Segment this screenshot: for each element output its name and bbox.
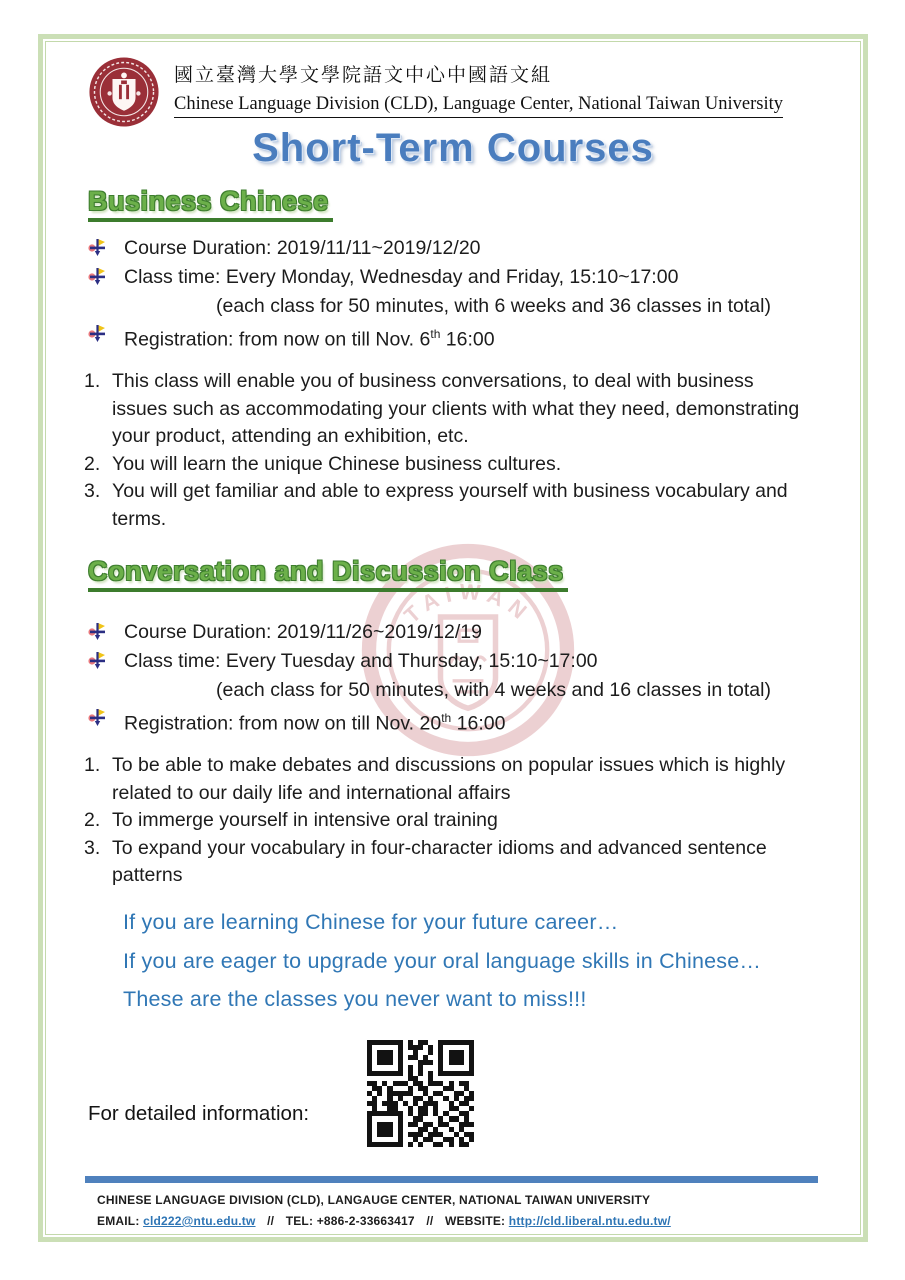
arrow-bullet-icon [88,324,107,343]
list-item [84,478,824,533]
promo-line: These are the classes you never want to miss!!! [123,987,587,1011]
footer-divider [85,1176,818,1183]
header [88,56,783,128]
list-item [84,451,824,479]
footer-org-line: CHINESE LANGUAGE DIVISION (CLD), LANGAUGE CENTER, NATIONAL TAIWAN UNIVERSITY [97,1193,651,1207]
arrow-bullet-icon [88,651,107,670]
list-item-text: To expand your vocabulary in four-character idioms and advanced sentence patterns [112,836,767,886]
ntu-seal-logo-icon [88,56,160,128]
list-item [84,835,824,890]
list-item [84,368,824,451]
section-heading-conversation-class: Conversation and Discussion Class [88,556,568,592]
bullet-row [88,263,818,291]
bullet-text: Registration: from now on till Nov. 6th 16:00 [124,327,495,351]
separator: // [426,1214,434,1228]
list-item-text: You will get familiar and able to express yourself with business vocabulary and terms. [112,480,788,530]
website-link[interactable]: http://cld.liberal.ntu.edu.tw/ [508,1214,671,1228]
info-row [88,1040,474,1147]
arrow-bullet-icon [88,622,107,641]
conversation-bullet-list [88,618,818,739]
bullet-text: Course Duration: 2019/11/26~2019/12/19 [124,621,482,643]
org-name-en: Chinese Language Division (CLD), Language Center, National Taiwan University [174,94,783,118]
list-number: 2. [84,809,101,831]
list-number: 1. [84,370,101,392]
list-item [84,752,824,807]
arrow-bullet-icon [88,708,107,727]
bullet-text: Course Duration: 2019/11/11~2019/12/20 [124,237,481,259]
bullet-row [88,234,818,262]
list-number: 2. [84,452,101,475]
conversation-numbered-list [84,752,824,890]
business-bullet-list [88,234,818,355]
bullet-row [88,647,818,675]
org-name-zh: 國立臺灣大學文學院語文中心中國語文組 [174,65,553,86]
list-number: 3. [84,836,101,859]
list-item [84,807,824,835]
bullet-row [88,704,818,738]
ordinal-suffix: th [441,711,452,725]
bullet-row [88,618,818,646]
list-item-text: You will learn the unique Chinese business cultures. [112,452,562,475]
ordinal-suffix: th [430,327,441,341]
tel-value: +886-2-33663417 [316,1214,415,1228]
list-item-text: To immerge yourself in intensive oral training [112,809,498,831]
watermark-text: TAIWAN [399,578,537,629]
list-item-text: To be able to make debates and discussions on popular issues which is highly related to our daily life and international affairs [112,754,786,804]
tel-label: TEL: [285,1214,314,1228]
promo-line: If you are learning Chinese for your future career… [123,910,619,934]
list-number: 3. [84,480,101,502]
arrow-bullet-icon [88,267,107,286]
arrow-bullet-icon [88,238,107,257]
promo-line: If you are eager to upgrade your oral language skills in Chinese… [123,948,762,973]
bullet-text: Class time: Every Monday, Wednesday and Friday, 15:10~17:00 [124,266,679,288]
email-link[interactable]: cld222@ntu.edu.tw [143,1214,256,1228]
website-label: WEBSITE: [444,1214,506,1228]
section-heading-business-chinese: Business Chinese [88,186,333,222]
business-numbered-list [84,368,824,533]
bullet-text: Class time: Every Tuesday and Thursday, 15:10~17:00 [124,650,598,672]
bullet-row [88,320,818,354]
qr-code [367,1040,474,1147]
info-label: For detailed information: [88,1101,310,1125]
list-number: 1. [84,754,101,776]
promo-block [123,908,761,1024]
bullet-continuation: (each class for 50 minutes, with 6 weeks and 36 classes in total) [216,295,771,317]
separator: // [267,1214,275,1228]
footer-contact-line [97,1213,671,1229]
list-item-text: This class will enable you of business conversations, to deal with business issues such as accommodating your clients with what they need, demonstrating your product, attending an exhibition, etc. [112,370,800,447]
bullet-text: Registration: from now on till Nov. 20th 16:00 [124,711,506,735]
email-label: EMAIL: [97,1214,140,1228]
bullet-continuation: (each class for 50 minutes, with 4 weeks and 16 classes in total) [216,679,771,701]
footer [97,1192,671,1234]
page-title: Short-Term Courses [252,126,654,170]
